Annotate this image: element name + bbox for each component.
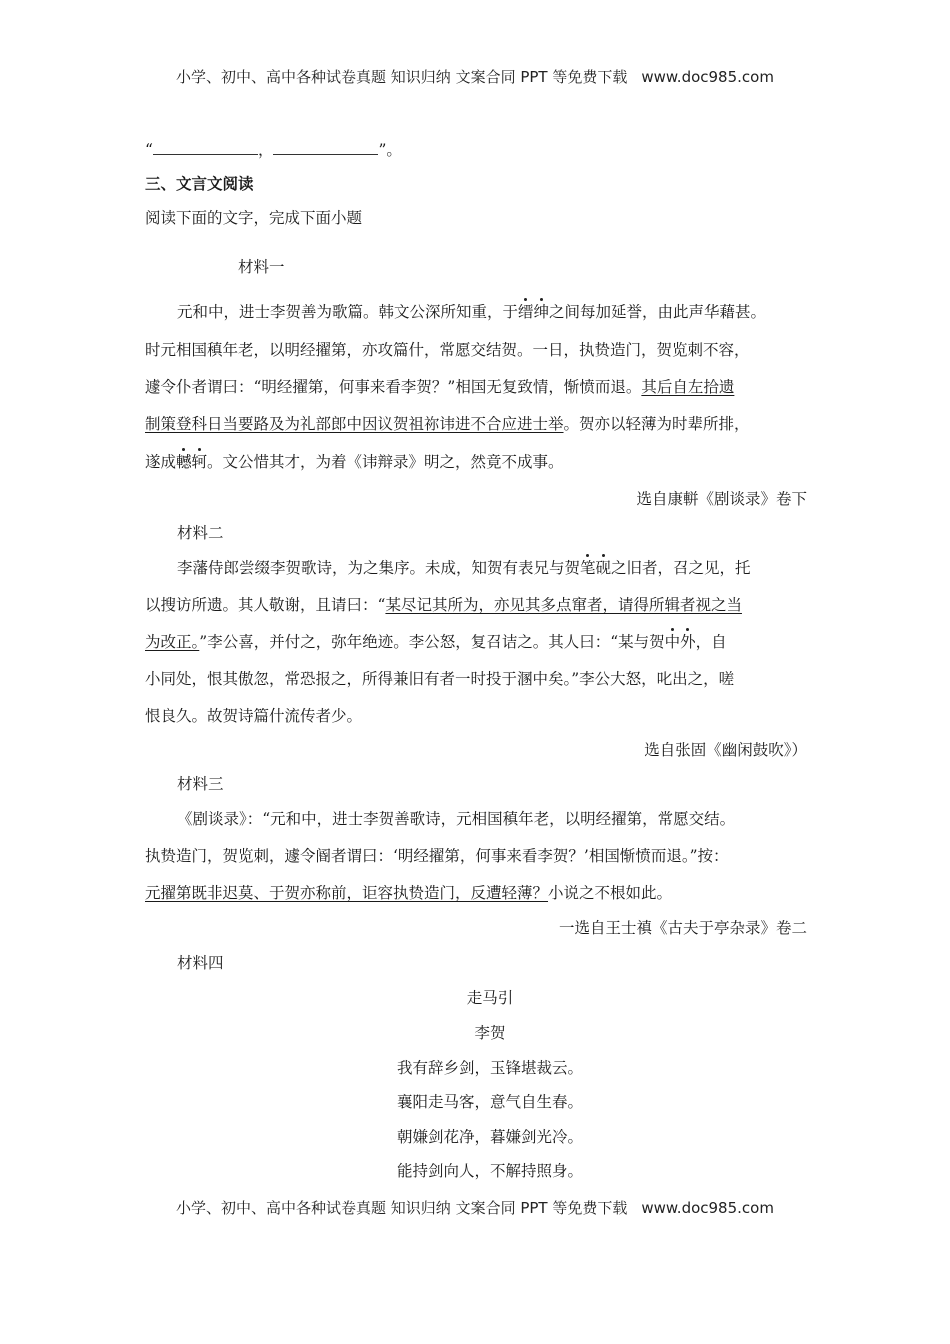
dotted-char: 砚	[595, 559, 612, 577]
underlined-text: 其后自左拾遗	[641, 378, 735, 396]
m1-title: 材料一	[238, 258, 285, 276]
m1-line-4: 制策登科日当要路及为礼部郎中因议贺祖祢讳进不合应进士举。贺亦以轻薄为时辈所排，	[145, 415, 750, 433]
dotted-char: 中	[664, 633, 681, 651]
m2-line-3: 为改正。”李公喜，并付之，弥年绝迹。李公怒，复召诘之。其人曰：“某与贺中外，自	[145, 633, 727, 651]
poem-title: 走马引	[466, 989, 514, 1007]
open-quote: “	[145, 141, 153, 159]
underlined-text: 为改正。	[145, 633, 200, 651]
poem-line: 能持剑向人，不解持照身。	[396, 1162, 583, 1180]
poem-author: 李贺	[474, 1024, 506, 1042]
m1-line-1: 元和中，进士李贺善为歌篇。韩文公深所知重，于缙绅之间每加延誉，由此声华藉甚。	[177, 303, 767, 321]
m1-line-2: 时元相国稹年老，以明经擢第，亦攻篇什，常愿交结贺。一日，执贽造门，贺览刺不容，	[145, 341, 750, 359]
page-footer	[0, 1197, 950, 1218]
m2-line-4: 小同处，恨其傲忽，常恐报之，所得兼旧有者一时投于溷中矣。”李公大怒，叱出之，嗟	[145, 670, 735, 688]
underlined-text: 制策登科日当要路及为礼部郎中因议贺祖祢讳进不合应进士举	[145, 415, 564, 433]
underlined-text: 某尽记其所为，亦见其多点窜者，请得所辑者视之当	[385, 596, 742, 614]
poem-line: 襄阳走马客，意气自生春。	[396, 1093, 583, 1111]
instruction: 阅读下面的文字，完成下面小题	[145, 209, 363, 227]
header-url[interactable]: www.doc985.com	[641, 68, 774, 86]
header-text: 小学、初中、高中各种试卷真题 知识归纳 文案合同 PPT 等免费下载	[176, 68, 628, 86]
blank-2[interactable]	[273, 140, 378, 155]
dotted-char: 外	[680, 633, 696, 651]
m2-line-2: 以搜访所遗。其人敬谢，且请曰：“某尽记其所为，亦见其多点窜者，请得所辑者视之当	[145, 596, 742, 614]
footer-url[interactable]: www.doc985.com	[641, 1199, 774, 1217]
m3-title: 材料三	[177, 775, 224, 793]
dotted-char: 缙	[518, 303, 534, 321]
m4-title: 材料四	[177, 954, 224, 972]
poem-line: 朝嫌剑花净，暮嫌剑光冷。	[396, 1128, 583, 1146]
m1-source: 选自康軿《剧谈录》卷下	[636, 490, 807, 508]
m3-line-3: 元擢第既非迟莫、于贺亦称前，讵容执贽造门，反遭轻薄？小说之不根如此。	[145, 884, 673, 902]
m2-line-5: 恨良久。故贺诗篇什流传者少。	[145, 707, 363, 725]
dotted-char: 轗	[176, 453, 192, 471]
footer-text: 小学、初中、高中各种试卷真题 知识归纳 文案合同 PPT 等免费下载	[176, 1199, 628, 1217]
fill-blank-line	[145, 140, 807, 160]
poem-line: 我有辞乡剑，玉锋堪裁云。	[396, 1059, 583, 1077]
m3-line-2: 执贽造门，贺览刺，遽令阍者谓曰：‘明经擢第，何事来看李贺？’相国惭愤而退。”按：	[145, 847, 729, 865]
comma: ，	[257, 141, 274, 159]
page-header	[0, 66, 950, 87]
m2-line-1: 李藩侍郎尝缀李贺歌诗，为之集序。未成，知贺有表兄与贺笔砚之旧者，召之见，托	[177, 559, 751, 577]
m3-line-1: 《剧谈录》：“元和中，进士李贺善歌诗，元相国稹年老，以明经擢第，常愿交结。	[177, 810, 736, 828]
dotted-char: 绅	[533, 303, 550, 321]
m3-source: 一选自王士禛《古夫于亭杂录》卷二	[558, 919, 807, 937]
dotted-char: 轲	[191, 453, 208, 471]
m2-title: 材料二	[177, 524, 224, 542]
blank-1[interactable]	[153, 140, 258, 155]
close-quote: ”。	[378, 141, 402, 159]
m1-line-5: 遂成轗轲。文公惜其才，为着《讳辩录》明之，然竟不成事。	[145, 453, 564, 471]
underlined-text: 元擢第既非迟莫、于贺亦称前，讵容执贽造门，反遭轻薄？	[145, 884, 549, 902]
section-title: 三、文言文阅读	[145, 175, 254, 193]
m2-source: 选自张固《幽闲鼓吹》）	[644, 741, 807, 759]
m1-line-3: 遽令仆者谓曰：“明经擢第，何事来看李贺？”相国无复致情，惭愤而退。其后自左拾遗	[145, 378, 735, 396]
dotted-char: 笔	[580, 559, 596, 577]
